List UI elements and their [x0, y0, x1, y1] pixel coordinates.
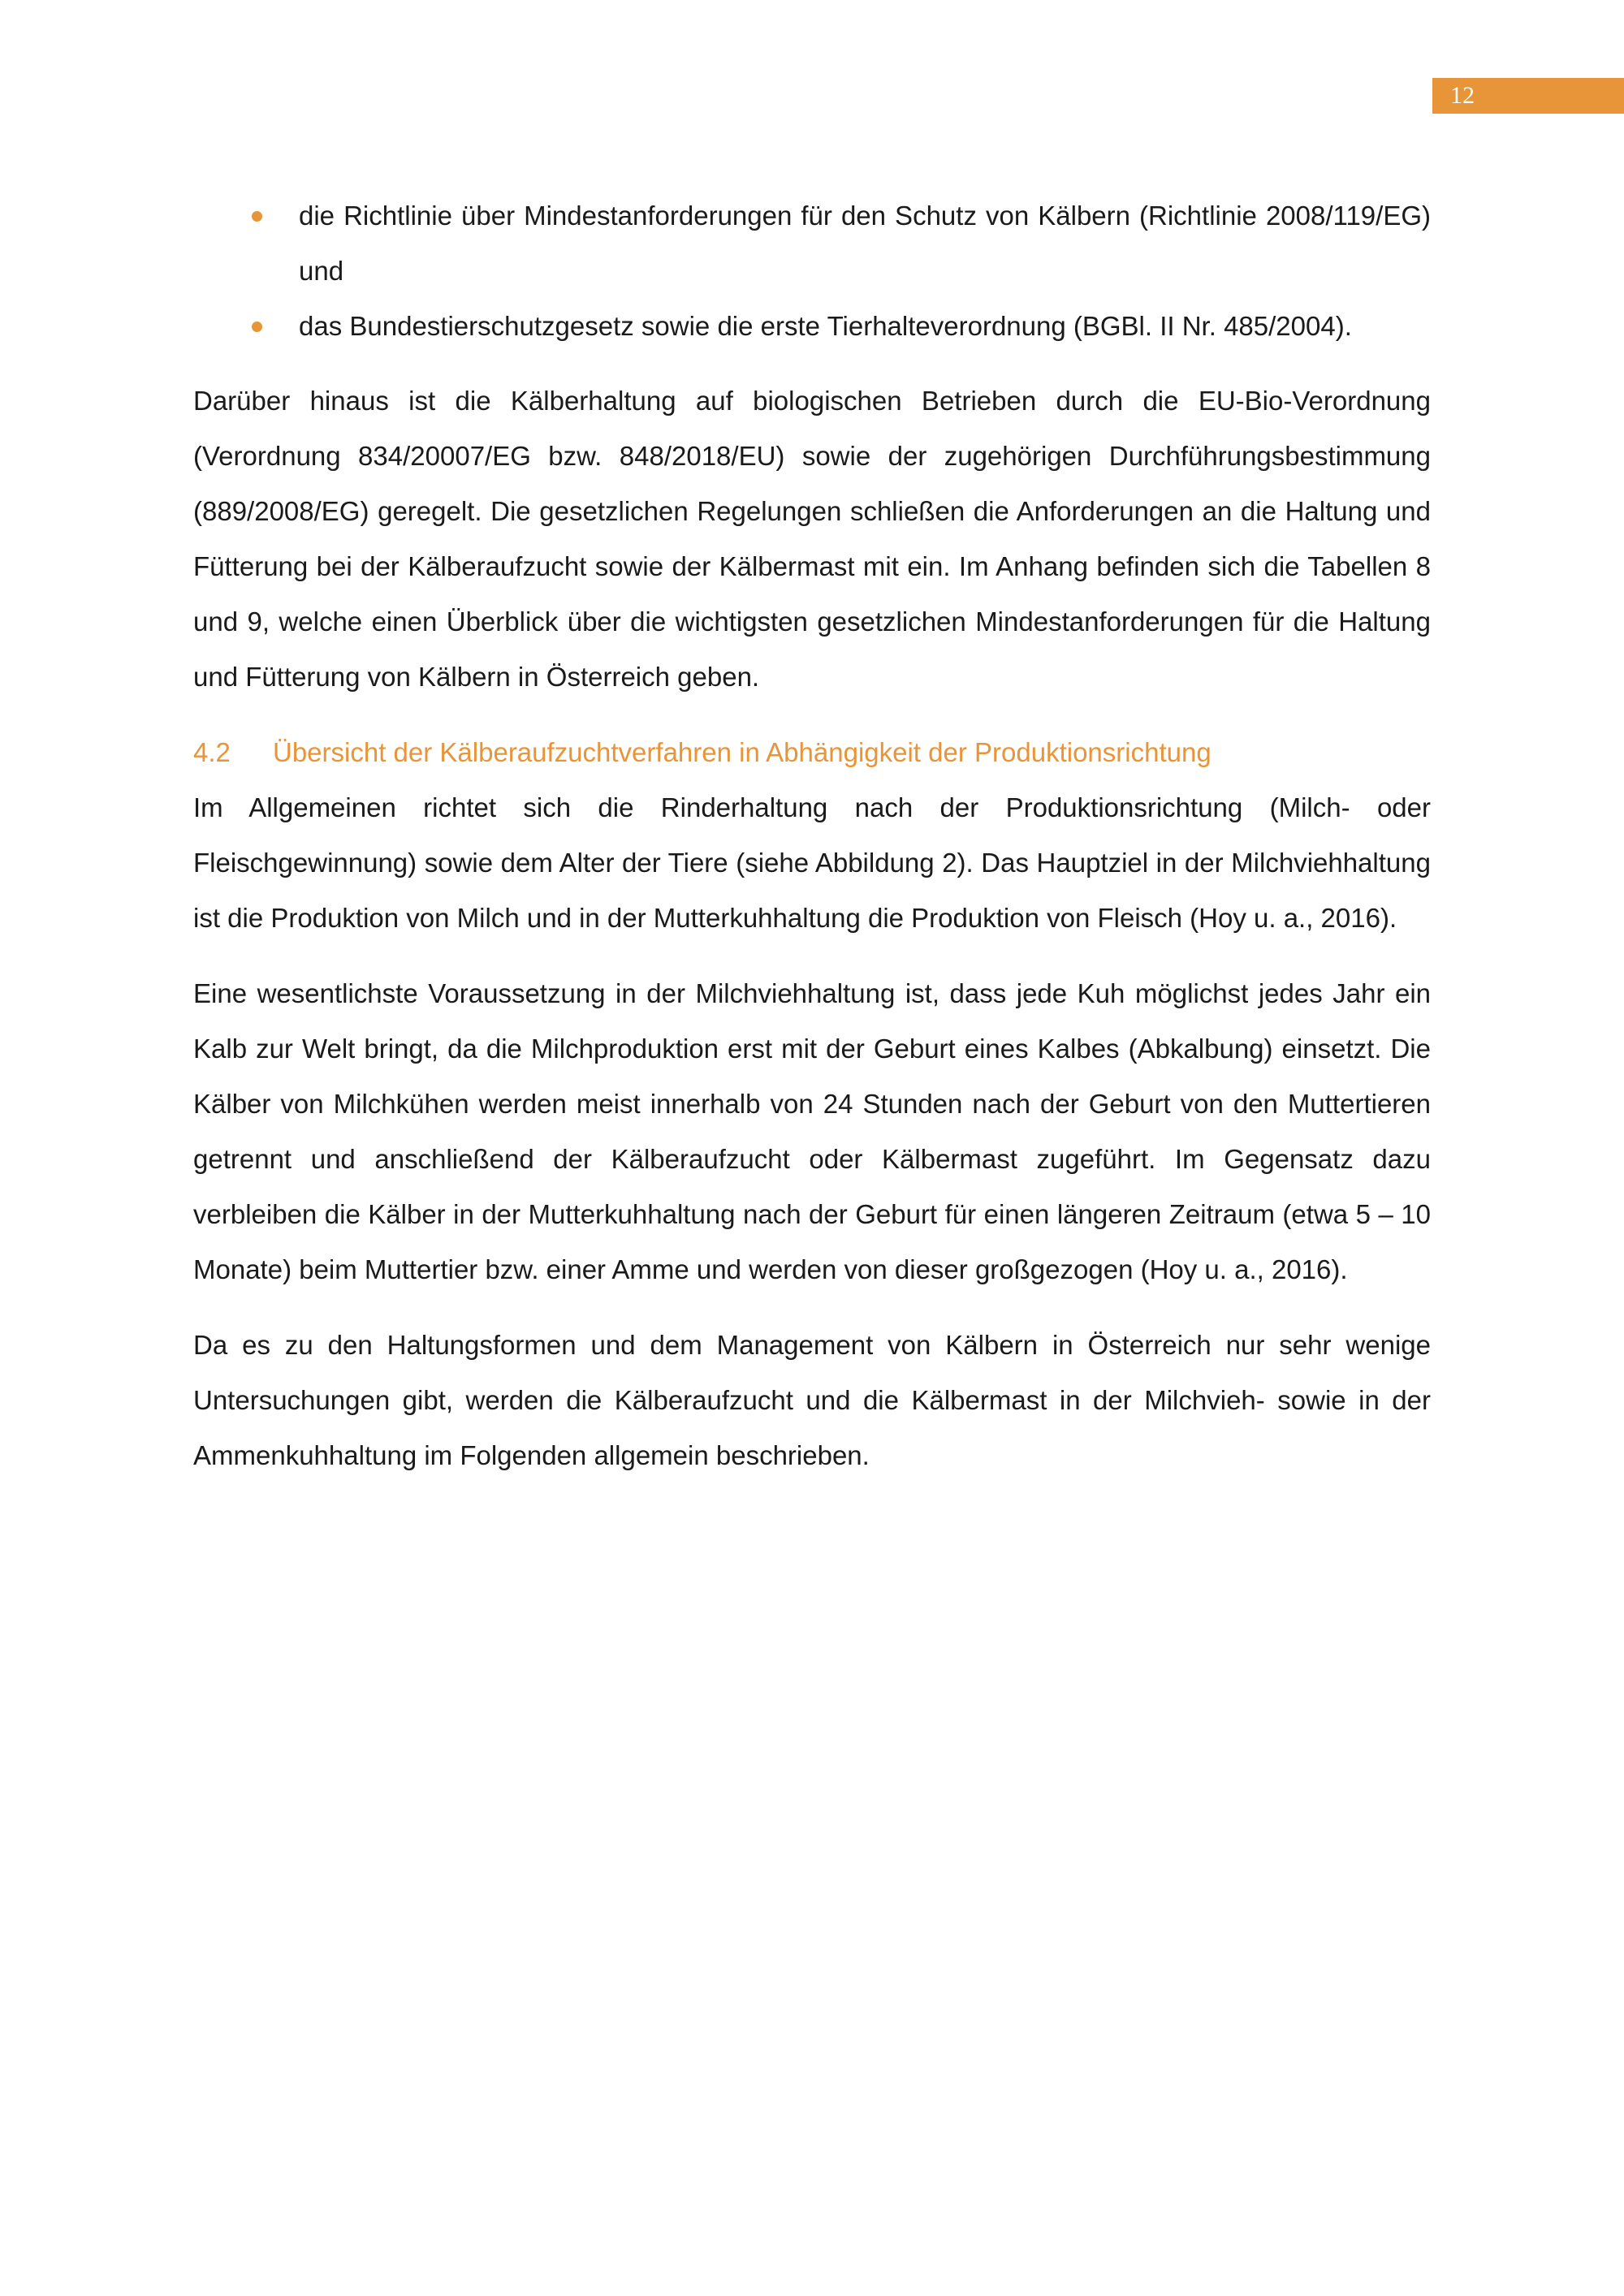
section-heading [193, 725, 1431, 780]
paragraph: Im Allgemeinen richtet sich die Rinderhaltung nach der Produktionsrichtung (Milch- oder Fleischgewinnung) sowie dem Alter der Tiere (siehe Abbildung 2). Das Hauptziel in der Milchviehhaltung ist die Produktion von Milch und in der Mutterkuhhaltung die Produktion von Fleisch (Hoy u. a., 2016). [193, 792, 1431, 933]
paragraph: Da es zu den Haltungsformen und dem Management von Kälbern in Österreich nur sehr wenige Untersuchungen gibt, werden die Kälberaufzucht und die Kälbermast in der Milchvieh- sowie in der Ammenkuhhaltung im Folgenden allgemein beschrieben. [193, 1330, 1431, 1470]
bullet-icon [252, 322, 262, 332]
section-number: 4.2 [193, 737, 231, 767]
document-body [193, 188, 1431, 1504]
bullet-icon [252, 211, 262, 222]
page-number [1432, 78, 1624, 114]
list-item [193, 299, 1431, 354]
section-title: Übersicht der Kälberaufzuchtverfahren in Abhängigkeit der Produktionsrichtung [273, 737, 1212, 767]
bullet-text: die Richtlinie über Mindestanforderungen für den Schutz von Kälbern (Richtlinie 2008/119/EG) und [299, 201, 1431, 286]
bullet-text: das Bundestierschutzgesetz sowie die erste Tierhalteverordnung (BGBl. II Nr. 485/2004). [299, 311, 1352, 341]
paragraph: Eine wesentlichste Voraussetzung in der Milchviehhaltung ist, dass jede Kuh möglichst jedes Jahr ein Kalb zur Welt bringt, da die Milchproduktion erst mit der Geburt eines Kalbes (Abkalbung) einsetzt. Die Kälber von Milchkühen werden meist innerhalb von 24 Stunden nach der Geburt von den Muttertieren getrennt und anschließend der Kälberaufzucht oder Kälbermast zugeführt. Im Gegensatz dazu verbleiben die Kälber in der Mutterkuhhaltung nach der Geburt für einen längeren Zeitraum (etwa 5 – 10 Monate) beim Muttertier bzw. einer Amme und werden von dieser großgezogen (Hoy u. a., 2016). [193, 978, 1431, 1284]
page-number-label: 12 [1450, 82, 1475, 109]
paragraph: Darüber hinaus ist die Kälberhaltung auf biologischen Betrieben durch die EU-Bio-Verordnung (Verordnung 834/20007/EG bzw. 848/2018/EU) sowie der zugehörigen Durchführungsbestimmung (889/2008/EG) geregelt. Die gesetzlichen Regelungen schließen die Anforderungen an die Haltung und Fütterung bei der Kälberaufzucht sowie der Kälbermast mit ein. Im Anhang befinden sich die Tabellen 8 und 9, welche einen Überblick über die wichtigsten gesetzlichen Mindestanforderungen für die Haltung und Fütterung von Kälbern in Österreich geben. [193, 386, 1431, 692]
list-item [193, 188, 1431, 299]
bullet-list [193, 188, 1431, 354]
